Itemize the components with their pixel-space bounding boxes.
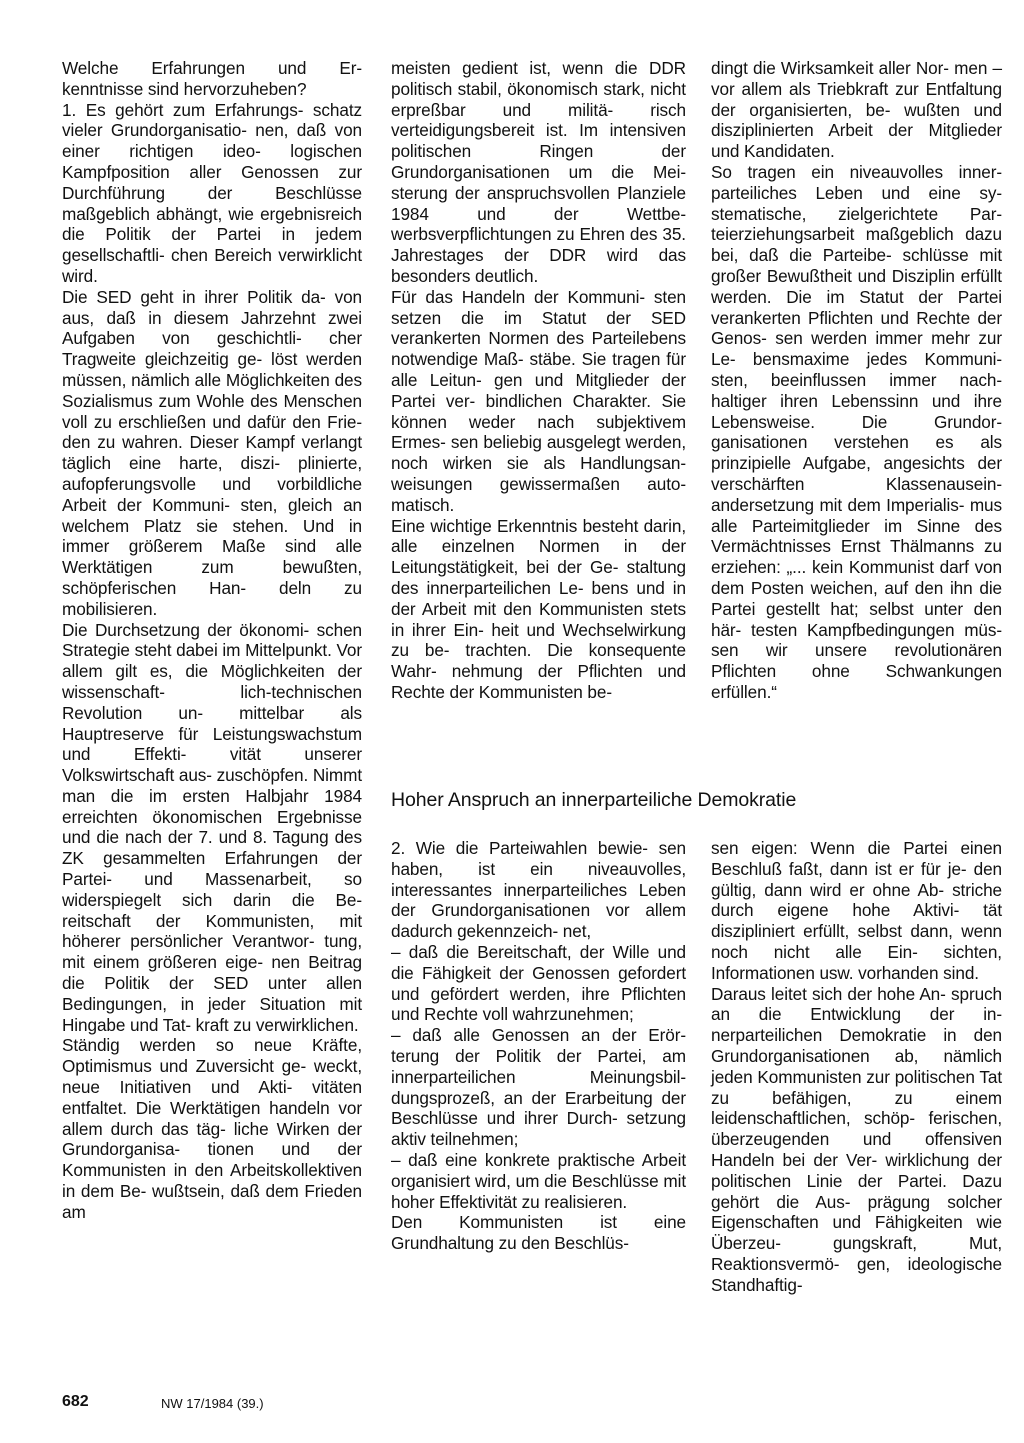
text-column-2 [391, 58, 686, 703]
paragraph: Ständig werden so neue Kräfte, Optimismus und Zuversicht ge- weckt, neue Initiativen und Akti- vitäten entfaltet. Die Werktätigen handeln vor allem durch das täg- liche Wirken der Grundorganisa- tionen und der Kommunisten in den Arbeitskollektiven in dem Be- wußtsein, daß dem Frieden am [62, 1035, 362, 1222]
page-number: 682 [62, 1393, 89, 1410]
paragraph: Welche Erfahrungen und Er- kenntnisse sind hervorzuheben? [62, 58, 362, 99]
paragraph: So tragen ein niveauvolles inner- parteiliches Leben und eine sy- stematische, zielgerichtete Par- teierziehungsarbeit maßgeblich dazu bei, daß die Parteibe- schlüsse mit großer Bewußtheit und Disziplin erfüllt werden. Die im Statut der Partei verankerten Pflichten und Rechte der Genos- sen werden immer mehr zur Le- bensmaxime jedes Kommuni- sten, beeinflussen immer nach- haltiger ihren Lebenssinn und ihre Lebensweise. Die Grundor- ganisationen verstehen es als prinzipielle Aufgabe, angesichts der verschärften Klassenausein- andersetzung mit dem Imperialis- mus alle Parteimitglieder im Sinne des Vermächtnisses Ernst Thälmanns zu erziehen: „... kein Kommunist darf von dem Posten weichen, auf den ihn die Partei gestellt hat; selbst unter den här- testen Kampfbedingungen müs- sen wir unsere revolutionären Pflichten ohne Schwankungen erfüllen.“ [711, 161, 1002, 702]
paragraph: Für das Handeln der Kommuni- sten setzen die im Statut der SED verankerten Normen des Parteilebens notwendige Maß- stäbe. Sie tragen für alle Leitun- gen und Mitglieder der Partei ver- bindlichen Charakter. Sie können weder nach subjektivem Ermes- sen beliebig ausgelegt werden, noch wirken sie als Handlungsan- weisungen gewissermaßen auto- matisch. [391, 286, 686, 515]
text-column-2-lower [391, 838, 686, 1254]
paragraph: dingt die Wirksamkeit aller Nor- men – vor allem als Triebkraft zur Entfaltung der organisierten, be- wußten und disziplinierten Arbeit der Mitglieder und Kandidaten. [711, 58, 1002, 162]
text-column-1 [62, 58, 362, 1223]
paragraph: Daraus leitet sich der hohe An- spruch an die Entwicklung der in- nerparteilichen Demokratie in den Grundorganisationen ab, nämlich jeden Kommunisten zur politischen Tat zu befähigen, zu einem leidenschaftlichen, schöp- ferischen, überzeugenden und offensiven Handeln bei der Ver- wirklichung der politischen Linie der Partei. Dazu gehört die Aus- prägung solcher Eigenschaften und Fähigkeiten wie Überzeu- gungskraft, Mut, Reaktionsvermö- gen, ideologische Standhaftig- [711, 983, 1002, 1295]
list-item: – daß die Bereitschaft, der Wille und die Fähigkeit der Genossen gefordert und gefördert werden, ihre Pflichten und Rechte voll wahrzunehmen; [391, 941, 686, 1025]
text-column-3-lower [711, 838, 1002, 1296]
journal-reference: NW 17/1984 (39.) [161, 1396, 264, 1411]
paragraph: 2. Wie die Parteiwahlen bewie- sen haben, ist ein niveauvolles, interessantes innerparteiliches Leben der Grundorganisationen vor allem dadurch gekennzeich- net, [391, 838, 686, 942]
paragraph: Die SED geht in ihrer Politik da- von aus, daß in diesem Jahrzehnt zwei Aufgaben von geschichtli- cher Tragweite gleichzeitig ge- löst werden müssen, nämlich alle Möglichkeiten des Sozialismus zum Wohle des Menschen voll zu erschließen und dafür den Frie- den zu wahren. Dieser Kampf verlangt täglich eine harte, diszi- plinierte, aufopferungsvolle und vorbildliche Arbeit der Kommuni- sten, gleich an welchem Platz sie stehen. Und in immer größerem Maße sind alle Werktätigen zum bewußten, schöpferischen Han- deln zu mobilisieren. [62, 286, 362, 619]
list-item: – daß alle Genossen an der Erör- terung der Politik der Partei, am innerparteilichen Meinungsbil- dungsprozeß, an der Erarbeitung der Beschlüsse und ihrer Durch- setzung aktiv teilnehmen; [391, 1025, 686, 1150]
paragraph: Eine wichtige Erkenntnis besteht darin, alle einzelnen Normen in der Leitungstätigkeit, bei der Ge- staltung des innerparteilichen Le- bens und in der Arbeit mit den Kommunisten stets in ihrer Ein- heit und Wechselwirkung zu be- trachten. Die konsequente Wahr- nehmung der Pflichten und Rechte der Kommunisten be- [391, 515, 686, 702]
list-item: – daß eine konkrete praktische Arbeit organisiert wird, um die Beschlüsse mit hoher Effektivität zu realisieren. [391, 1149, 686, 1212]
paragraph: 1. Es gehört zum Erfahrungs- schatz vieler Grundorganisatio- nen, daß von einer richtigen ideo- logischen Kampfposition aller Genossen zur Durchführung der Beschlüsse maßgeblich abhängt, wie ergebnisreich die Politik der Partei in jedem gesellschaftli- chen Bereich verwirklicht wird. [62, 99, 362, 286]
paragraph: meisten gedient ist, wenn die DDR politisch stabil, ökonomisch stark, nicht erpreßbar und militä- risch verteidigungsbereit ist. Im intensiven politischen Ringen der Grundorganisationen um die Mei- sterung der anspruchsvollen Planziele 1984 und der Wettbe- werbsverpflichtungen zu Ehren des 35. Jahrestages der DDR wird das besonders deutlich. [391, 58, 686, 286]
paragraph: Die Durchsetzung der ökonomi- schen Strategie steht dabei im Mittelpunkt. Vor allem gilt es, die Möglichkeiten der wissenschaft- lich-technischen Revolution un- mittelbar als Hauptreserve für Leistungswachstum und Effekti- vität unserer Volkswirtschaft aus- zuschöpfen. Nimmt man die im ersten Halbjahr 1984 erreichten ökonomischen Ergebnisse und die nach der 7. und 8. Tagung des ZK gesammelten Erfahrungen der Partei- und Massenarbeit, so widerspiegelt sich darin die Be- reitschaft der Kommunisten, mit höherer persönlicher Verantwor- tung, mit einem größeren eige- nen Beitrag die Politik der SED unter allen Bedingungen, in jeder Situation mit Hingabe und Tat- kraft zu verwirklichen. [62, 619, 362, 1035]
paragraph: sen eigen: Wenn die Partei einen Beschluß faßt, dann ist er für je- den gültig, dann wird er ohne Ab- striche durch eigene hohe Aktivi- tät diszipliniert erfüllt, selbst dann, wenn noch nicht alle Ein- sichten, Informationen usw. vorhanden sind. [711, 838, 1002, 983]
section-heading: Hoher Anspruch an innerparteiliche Demokratie [391, 789, 797, 811]
paragraph: Den Kommunisten ist eine Grundhaltung zu den Beschlüs- [391, 1212, 686, 1254]
text-column-3 [711, 58, 1002, 703]
